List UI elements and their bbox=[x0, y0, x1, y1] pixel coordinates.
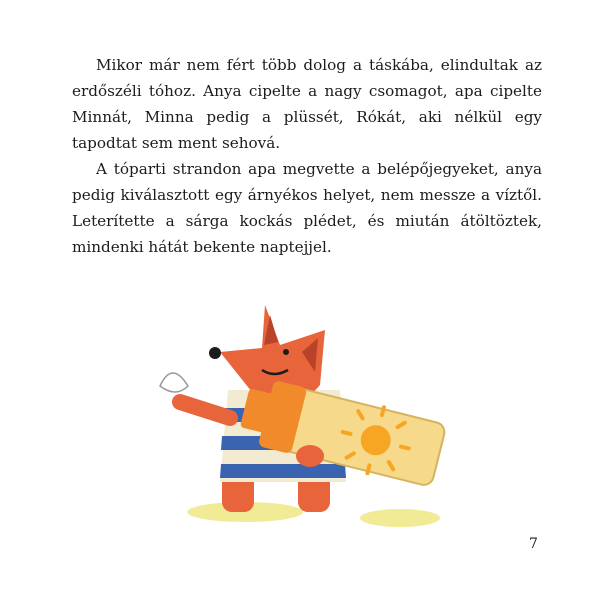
paragraph-2: A tóparti strandon apa megvette a belépőjegyeket, anya pedig kiválasztott egy árnyékos helyet, nem messze a víztől. Leterítette a sárga kockás plédet, és miután átöltöztek, mindenki hátát bekente naptejjel. bbox=[72, 160, 542, 256]
fox-with-sunscreen-image bbox=[150, 290, 450, 540]
fox-illustration bbox=[150, 290, 450, 540]
story-text bbox=[72, 52, 542, 260]
page-number: 7 bbox=[529, 536, 538, 552]
paragraph-1: Mikor már nem fért több dolog a táskába, elindultak az erdőszéli tóhoz. Anya cipelte a nagy csomagot, apa cipelte Minnát, Minna pedig a plüssét, Rókát, aki nélkül egy tapodtat sem ment sehová. bbox=[72, 56, 542, 152]
